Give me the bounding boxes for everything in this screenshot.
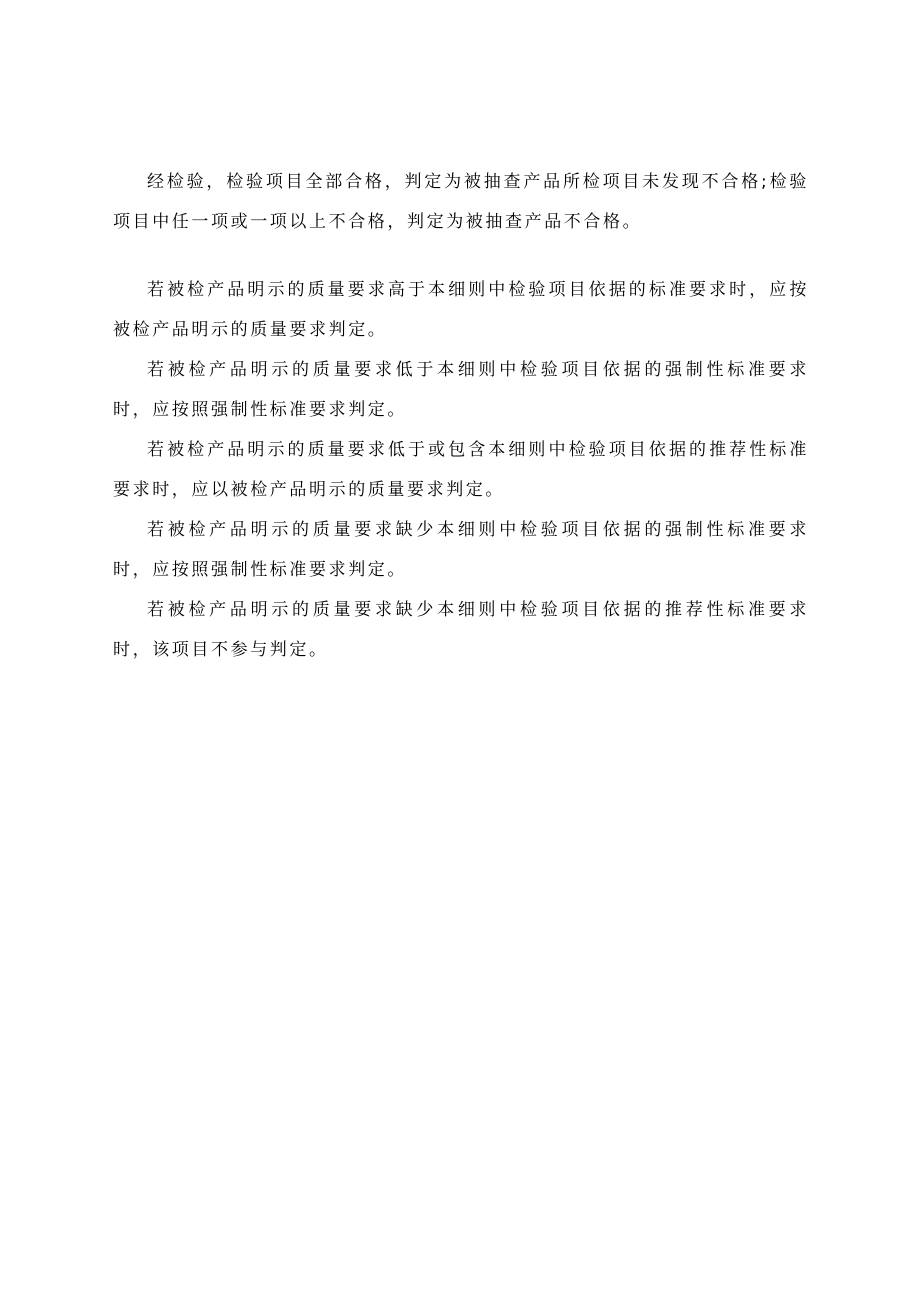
paragraph-lower-than-mandatory: 若被检产品明示的质量要求低于本细则中检验项目依据的强制性标准要求时，应按照强制性标准要求判定。 bbox=[113, 360, 809, 420]
paragraph-judgement-rule: 经检验，检验项目全部合格，判定为被抽查产品所检项目未发现不合格;检验项目中任一项或一项以上不合格，判定为被抽查产品不合格。 bbox=[113, 172, 809, 232]
paragraph-missing-mandatory: 若被检产品明示的质量要求缺少本细则中检验项目依据的强制性标准要求时，应按照强制性标准要求判定。 bbox=[113, 520, 809, 580]
paragraph-higher-requirement: 若被检产品明示的质量要求高于本细则中检验项目依据的标准要求时，应按被检产品明示的质量要求判定。 bbox=[113, 280, 809, 340]
paragraph-lower-than-recommended: 若被检产品明示的质量要求低于或包含本细则中检验项目依据的推荐性标准要求时，应以被检产品明示的质量要求判定。 bbox=[113, 440, 809, 500]
document-body bbox=[113, 162, 809, 670]
paragraph-missing-recommended: 若被检产品明示的质量要求缺少本细则中检验项目依据的推荐性标准要求时，该项目不参与判定。 bbox=[113, 600, 809, 660]
